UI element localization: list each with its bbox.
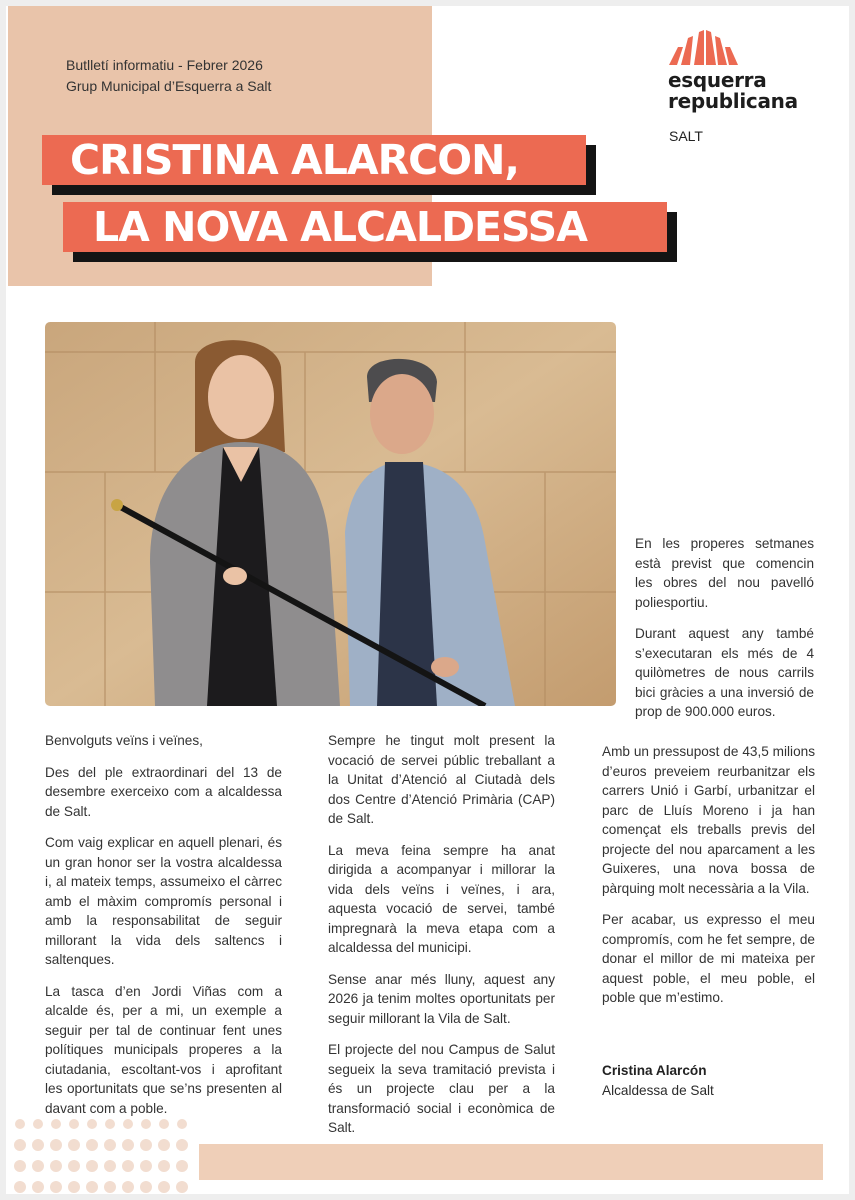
bulletin-date: Butlletí informatiu - Febrer 2026: [66, 57, 263, 73]
bulletin-info: [66, 55, 271, 97]
headline-line1: CRISTINA ALARCON,: [42, 135, 586, 185]
paragraph: Sense anar més lluny, aquest any 2026 ja tenim moltes oportunitats per seguir millorant la Vila de Salt.: [328, 971, 555, 1026]
paragraph: La meva feina sempre ha anat dirigida a acompanyar i millorar la vida dels veïns i veïnes, i ara, aquesta vocació de servei, també impregnarà la meva etapa com a alcaldessa del municipi.: [328, 842, 555, 955]
signature: [602, 1061, 714, 1101]
logo-name-line1: esquerra: [668, 68, 767, 92]
party-stripes-icon: [668, 30, 740, 66]
footer-bar: [199, 1144, 823, 1180]
paragraph: En les properes setmanes està previst que comencin les obres del nou pavelló poliesportiu.: [635, 536, 814, 610]
logo-city: SALT: [669, 128, 703, 144]
signature-role: Alcaldessa de Salt: [602, 1083, 714, 1098]
bulletin-group: Grup Municipal d’Esquerra a Salt: [66, 78, 272, 94]
text-column-3-bottom: [602, 742, 815, 1020]
text-column-1: [45, 731, 282, 1130]
paragraph: Benvolguts veïns i veïnes,: [45, 733, 203, 748]
paragraph: Per acabar, us expresso el meu compromís, com he fet sempre, de donar el millor de mi mateixa per aquest poble, el meu poble, el poble que m’estimo.: [602, 912, 815, 1005]
decorative-dots: [8, 1116, 198, 1196]
signature-name: Cristina Alarcón: [602, 1063, 707, 1078]
paragraph: Amb un pressupost de 43,5 milions d’euros preveiem reurbanitzar els carrers Unió i Garbí, urbanitzar el parc de Lluís Moreno i ja han començat els treballs previs del projecte del nou aparcament a les Guixeres, una nova bossa de pàrquing molt necessària a la Vila.: [602, 744, 815, 896]
paragraph: Com vaig explicar en aquell plenari, és un gran honor ser la vostra alcaldessa i, al mateix temps, assumeixo el càrrec amb el màxim compromís personal i amb la responsabilitat de seguir millorant la vida dels saltencs i saltenques.: [45, 835, 282, 967]
logo-wordmark: [668, 70, 828, 112]
headline-line2: LA NOVA ALCALDESSA: [63, 202, 667, 252]
paragraph: La tasca d’en Jordi Viñas com a alcalde és, per a mi, un exemple a seguir per tal de continuar fent unes polítiques municipals properes a la ciutadania, escoltant-vos i aprofitant les oportunitats que se’ns presenten al davant com a poble.: [45, 983, 282, 1116]
text-column-2: [328, 731, 555, 1150]
mayor-photo: [45, 322, 616, 706]
paragraph: Des del ple extraordinari del 13 de desembre exerceixo com a alcaldessa de Salt.: [45, 764, 282, 819]
text-column-3-top: [635, 534, 814, 734]
logo-name-line2: republicana: [668, 89, 798, 113]
paragraph: Durant aquest any també s’executaran els més de 4 quilòmetres de nous carrils bici gràcies a una inversió de prop de 900.000 euros.: [635, 626, 814, 719]
paragraph: Sempre he tingut molt present la vocació de servei públic treballant a la Unitat d’Atenció al Ciutadà dels dos Centre d’Atenció Primària (CAP) de Salt.: [328, 733, 555, 826]
paragraph: El projecte del nou Campus de Salut segueix la seva tramitació prevista i és un projecte clau per a la transformació social i econòmica de Salt.: [328, 1042, 555, 1135]
party-logo: [668, 30, 828, 150]
